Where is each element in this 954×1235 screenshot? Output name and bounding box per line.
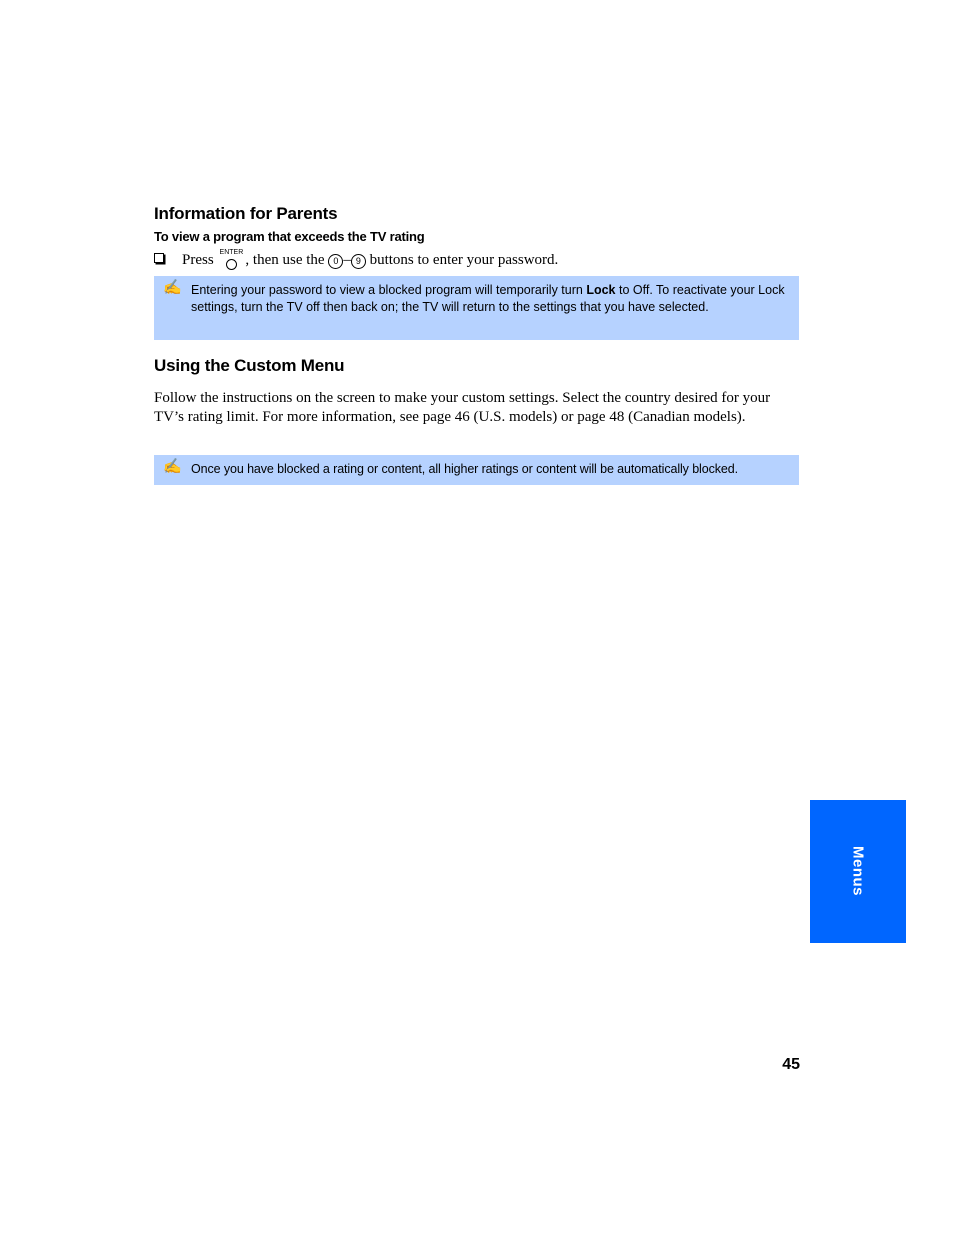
section-subtitle-view-program: To view a program that exceeds the TV rating <box>154 229 425 244</box>
side-tab-menus <box>810 800 906 943</box>
note-text-blocked: Once you have blocked a rating or content, all higher ratings or content will be automatically blocked. <box>191 462 738 476</box>
note-text-post: to Off. To reactivate your Lock settings, turn the TV off then back on; the TV will return to the settings that you have selected. <box>191 283 785 314</box>
note-box-blocked-rating <box>154 455 799 485</box>
checkbox-bullet-icon <box>154 253 164 263</box>
page-number: 45 <box>782 1056 800 1073</box>
note-text-pre: Entering your password to view a blocked program will temporarily turn <box>191 283 587 297</box>
note-text-lock: Lock <box>586 283 616 297</box>
step-press-text: Press <box>182 252 214 268</box>
enter-button-circle-icon <box>226 259 237 270</box>
enter-button-icon <box>217 250 245 268</box>
step-rest-text: buttons to enter your password. <box>365 252 559 268</box>
custom-menu-paragraph: Follow the instructions on the screen to make your custom settings. Select the country desired for your TV’s rating limit. For more information, see page 46 (U.S. models) or page 48 (Canadian models). <box>154 390 771 425</box>
note-box-password <box>154 276 799 340</box>
enter-button-label: ENTER <box>219 249 244 256</box>
note-pencil-icon: ✍ <box>163 279 182 296</box>
section-title-information-for-parents: Information for Parents <box>154 204 338 223</box>
instruction-step <box>154 250 558 270</box>
step-then-text: , then use the <box>245 252 325 268</box>
button-nine-icon: 9 <box>351 254 366 269</box>
button-zero-icon: 0 <box>328 254 343 269</box>
note-pencil-icon: ✍ <box>163 458 182 475</box>
side-tab-label: Menus <box>849 845 867 897</box>
section-title-custom-menu: Using the Custom Menu <box>154 356 345 375</box>
step-dash: – <box>343 252 351 268</box>
